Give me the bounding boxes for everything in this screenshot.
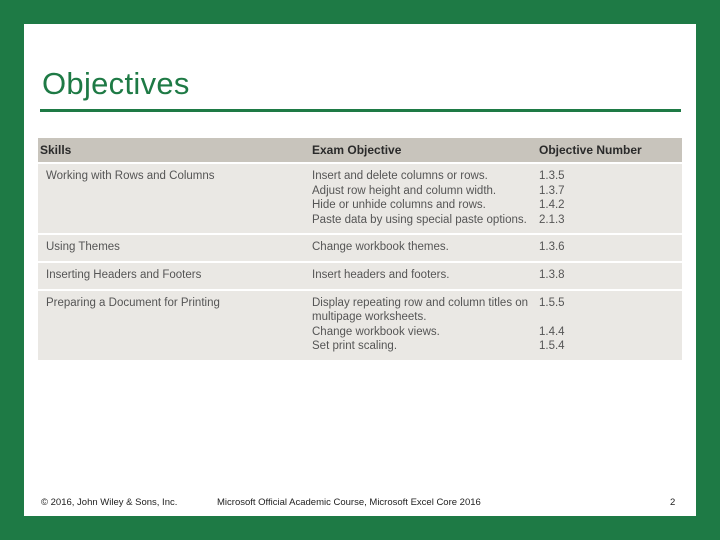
footer-copyright: © 2016, John Wiley & Sons, Inc. xyxy=(41,497,178,508)
objectives-table xyxy=(38,138,682,360)
table-row xyxy=(38,162,682,233)
objective-cell: Adjust row height and column width. xyxy=(312,184,497,197)
skill-cell: Working with Rows and Columns xyxy=(46,170,215,182)
header-objective-number: Objective Number xyxy=(539,143,642,157)
objective-cell: Insert and delete columns or rows. xyxy=(312,170,488,182)
number-cell xyxy=(539,310,682,325)
objective-cell: Change workbook views. xyxy=(312,325,440,338)
skill-cell: Inserting Headers and Footers xyxy=(46,268,202,281)
table-header xyxy=(38,138,682,162)
number-cell: 1.4.2 xyxy=(539,199,565,212)
number-cell: 1.3.6 xyxy=(539,241,565,254)
objective-cell: Set print scaling. xyxy=(312,340,398,353)
objective-cell: Insert headers and footers. xyxy=(312,268,450,281)
footer-course: Microsoft Official Academic Course, Microsoft Excel Core 2016 xyxy=(217,497,481,508)
number-cell: 1.3.8 xyxy=(539,268,565,281)
page-number: 2 xyxy=(670,497,676,508)
objective-cell: Change workbook themes. xyxy=(312,241,449,254)
slide-title: Objectives xyxy=(42,66,190,101)
table-row xyxy=(38,289,682,360)
slide xyxy=(24,24,696,516)
number-cell: 1.5.5 xyxy=(539,296,565,309)
header-exam-objective: Exam Objective xyxy=(312,143,402,157)
number-cell: 1.4.4 xyxy=(539,325,565,338)
skill-cell: Preparing a Document for Printing xyxy=(46,296,220,309)
skill-cell: Using Themes xyxy=(46,241,120,254)
header-skills: Skills xyxy=(40,143,72,157)
number-cell: 1.3.7 xyxy=(539,184,565,197)
title-rule xyxy=(40,109,681,112)
number-cell: 1.3.5 xyxy=(539,170,565,182)
objective-cell: Display repeating row and column titles on xyxy=(312,296,529,309)
table-row xyxy=(38,261,682,289)
objective-cell: multipage worksheets. xyxy=(312,311,427,324)
number-cell: 1.5.4 xyxy=(539,340,565,353)
table-row xyxy=(38,233,682,261)
objective-cell: Paste data by using special paste options. xyxy=(312,213,527,226)
objective-cell: Hide or unhide columns and rows. xyxy=(312,199,486,212)
number-cell: 2.1.3 xyxy=(539,213,565,226)
